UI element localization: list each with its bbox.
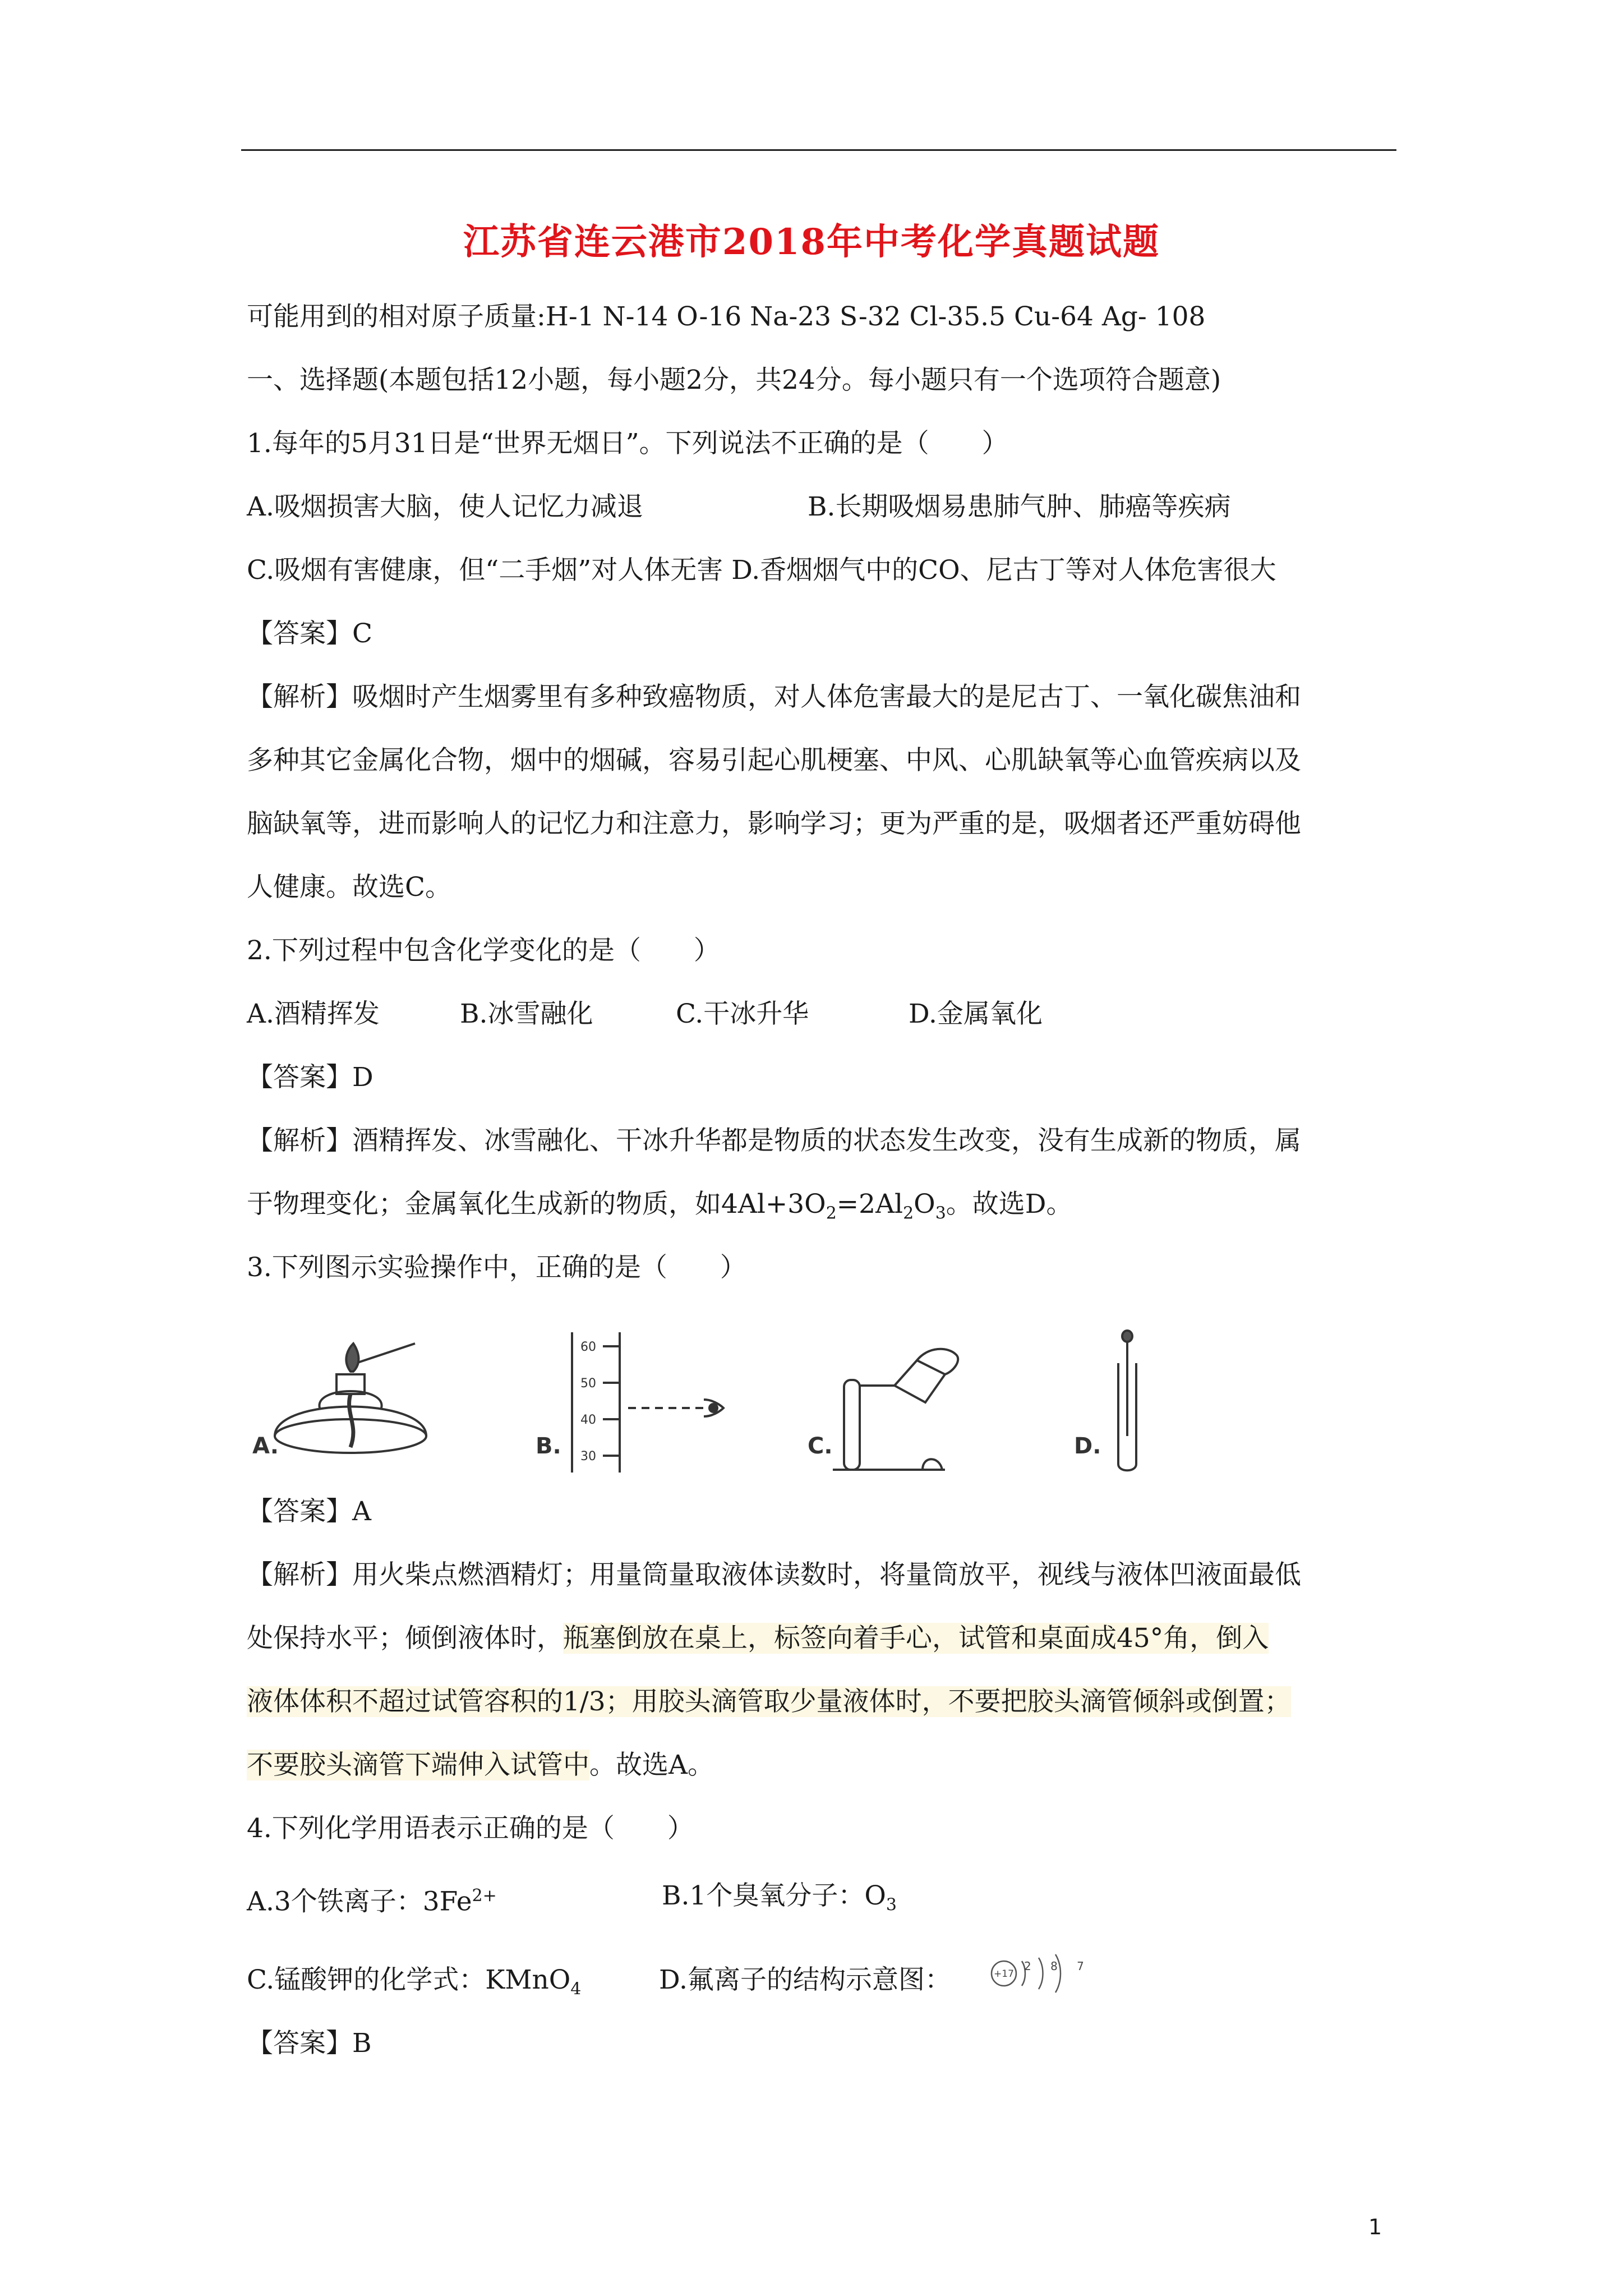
graduated-cylinder-figure — [561, 1329, 740, 1475]
q4-answer: 【答案】B — [247, 2028, 372, 2059]
figure-label-a: A. — [252, 1433, 279, 1459]
cylinder-tick-label: 60 — [580, 1340, 596, 1354]
q4-option-d: D.氟离子的结构示意图： — [659, 1964, 951, 1995]
q3-analysis-line: 不要胶头滴管下端伸入试管中。故选A。 — [247, 1750, 714, 1780]
highlighted-text: 液体体积不超过试管容积的1/3；用胶头滴管取少量液体时，不要把胶头滴管倾斜或倒置； — [247, 1686, 1291, 1717]
q1-answer: 【答案】C — [247, 618, 372, 649]
q4-stem: 4.下列化学用语表示正确的是（ ） — [247, 1813, 694, 1844]
q1-stem: 1.每年的5月31日是“世界无烟日”。下列说法不正确的是（ ） — [247, 428, 1008, 459]
cylinder-tick-label: 50 — [580, 1377, 596, 1391]
page-number: 1 — [1368, 2215, 1382, 2239]
alcohol-lamp-figure — [252, 1329, 437, 1475]
q2-stem: 2.下列过程中包含化学变化的是（ ） — [247, 935, 720, 966]
q2-option-a: A.酒精挥发 — [247, 999, 380, 1029]
q4-option-c: C.锰酸钾的化学式：KMnO$_4$ — [247, 1964, 582, 1999]
figure-label-b: B. — [536, 1433, 561, 1459]
q1-analysis-line: 脑缺氧等，进而影响人的记忆力和注意力，影响学习；更为严重的是，吸烟者还严重妨碍他 — [247, 808, 1301, 839]
q2-answer: 【答案】D — [247, 1062, 374, 1093]
q2-analysis-text: 。故选D。 — [946, 1189, 1073, 1220]
q3-answer: 【答案】A — [247, 1496, 371, 1527]
page-title: 江苏省连云港市2018年中考化学真题试题 — [463, 221, 1160, 263]
diagram-shell-label: 2 8 7 — [1024, 1959, 1092, 1973]
q4-option-b: B.1个臭氧分子：$O_3$ — [662, 1880, 897, 1915]
dropper-figure — [1099, 1329, 1155, 1475]
q1-option-cd: C.吸烟有害健康，但“二手烟”对人体无害 D.香烟烟气中的CO、尼古丁等对人体危害很大 — [247, 555, 1276, 586]
q3-stem: 3.下列图示实验操作中，正确的是（ ） — [247, 1252, 746, 1283]
q3-analysis-line: 处保持水平；倾倒液体时，瓶塞倒放在桌上，标签向着手心，试管和桌面成45°角，倒入 — [247, 1623, 1269, 1654]
q3-analysis-line — [247, 1682, 1291, 1722]
atomic-mass-line: 可能用到的相对原子质量:H-1 N-14 O-16 Na-23 S-32 Cl-35.5 Cu-64 Ag- 108 — [247, 301, 1206, 332]
q1-analysis-line: 多种其它金属化合物，烟中的烟碱，容易引起心肌梗塞、中风、心肌缺氧等心血管疾病以及 — [247, 745, 1301, 776]
q3-analysis-line: 【解析】用火柴点燃酒精灯；用量筒量取液体读数时，将量筒放平，视线与液体凹液面最低 — [247, 1559, 1301, 1590]
cylinder-tick-label: 30 — [580, 1450, 596, 1464]
q1-analysis-line: 【解析】吸烟时产生烟雾里有多种致癌物质，对人体危害最大的是尼古丁、一氧化碳焦油和 — [247, 682, 1301, 712]
q1-option-b: B.长期吸烟易患肺气肿、肺癌等疾病 — [808, 491, 1231, 522]
highlighted-text: 瓶塞倒放在桌上，标签向着手心，试管和桌面成45°角，倒入 — [563, 1623, 1269, 1654]
q2-option-c: C.干冰升华 — [676, 999, 809, 1029]
pouring-liquid-figure — [833, 1329, 990, 1475]
figure-label-d: D. — [1074, 1433, 1101, 1459]
q2-analysis-text: 于物理变化；金属氧化生成新的物质，如 — [247, 1189, 721, 1220]
fluoride-ion-diagram — [987, 1951, 1092, 1996]
q2-option-b: B.冰雪融化 — [460, 999, 593, 1029]
q2-analysis-line: 【解析】酒精挥发、冰雪融化、干冰升华都是物质的状态发生改变，没有生成新的物质，属 — [247, 1125, 1301, 1156]
cylinder-tick-label: 40 — [580, 1413, 596, 1427]
q2-analysis-line — [247, 1185, 1072, 1233]
q1-option-a: A.吸烟损害大脑，使人记忆力减退 — [247, 491, 643, 522]
header-rule — [241, 149, 1396, 151]
highlighted-text: 不要胶头滴管下端伸入试管中 — [247, 1750, 589, 1780]
figure-label-c: C. — [808, 1433, 833, 1459]
diagram-nucleus-label: +17 — [994, 1968, 1014, 1980]
section-heading: 一、选择题(本题包括12小题，每小题2分，共24分。每小题只有一个选项符合题意) — [247, 365, 1221, 395]
q1-analysis-line: 人健康。故选C。 — [247, 872, 451, 903]
equation: $4Al+3O_2=2Al_2O_3$ — [721, 1189, 946, 1223]
q4-option-a: A.3个铁离子：$3Fe^{2+}$ — [247, 1886, 497, 1917]
q2-option-d: D.金属氧化 — [909, 999, 1043, 1029]
